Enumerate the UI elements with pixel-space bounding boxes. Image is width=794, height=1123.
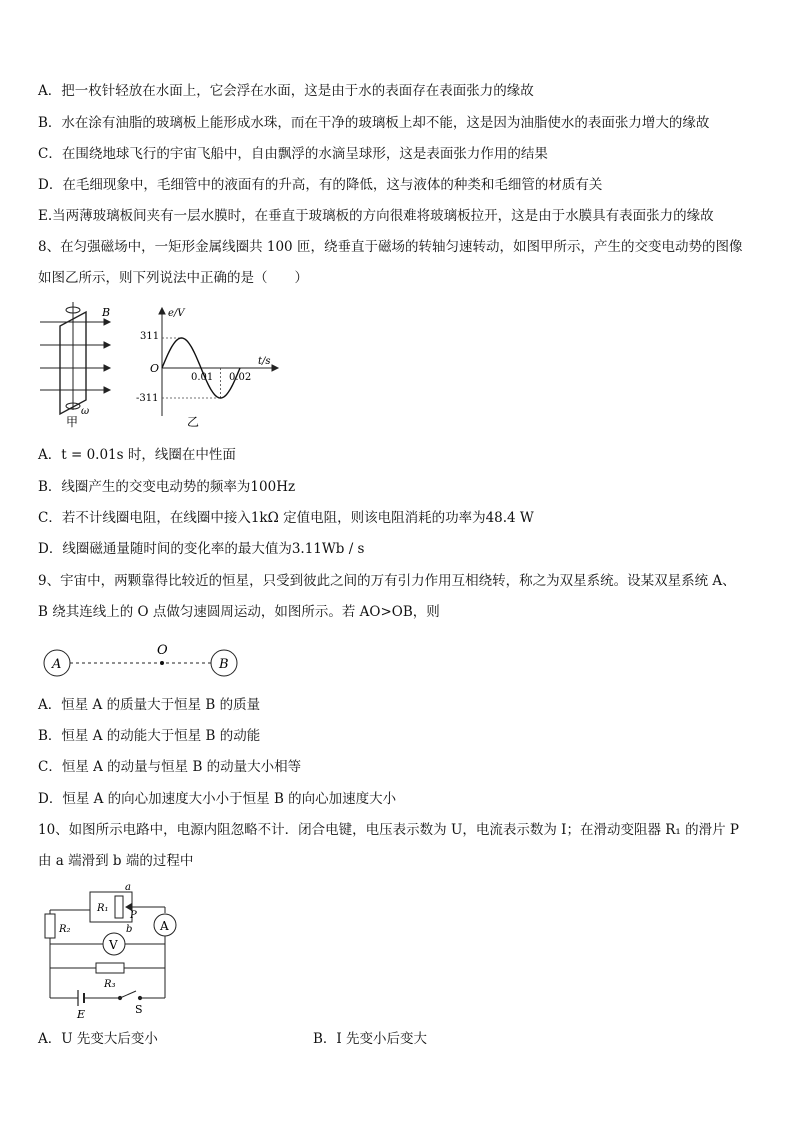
- x-tick-label-002: 0.02: [229, 372, 252, 383]
- x-axis-arrow: [272, 365, 278, 371]
- q9-option-d: D．恒星 A 的向心加速度大小小于恒星 B 的向心加速度大小: [38, 791, 397, 807]
- label-b: b: [126, 924, 133, 935]
- label-e: E: [77, 1008, 86, 1020]
- label-r3: R₃: [104, 979, 116, 990]
- r1-resistor: [115, 896, 123, 918]
- star-b-label: B: [219, 657, 229, 672]
- label-r1: R₁: [97, 903, 109, 914]
- center-o-label: O: [157, 643, 168, 658]
- star-a-label: A: [52, 657, 62, 672]
- q9-option-a: A．恒星 A 的质量大于恒星 B 的质量: [38, 697, 261, 713]
- y-axis-arrow: [159, 308, 165, 314]
- q8-option-c: C．若不计线圈电阻，在线圈中接入1kΩ 定值电阻，则该电阻消耗的功率为48.4 W: [38, 510, 534, 526]
- voltmeter-label: V: [109, 938, 118, 952]
- y-tick-label-neg-311: -311: [136, 393, 159, 404]
- q10-circuit-figure: [40, 880, 190, 1020]
- label-p: P: [130, 910, 137, 921]
- q7-option-d: D．在毛细现象中，毛细管中的液面有的升高，有的降低，这与液体的种类和毛细管的材质有关: [38, 177, 603, 193]
- q7-option-a: A．把一枚针轻放在水面上，它会浮在水面，这是由于水的表面存在表面张力的缘故: [38, 83, 534, 99]
- y-axis-label: e/V: [168, 308, 185, 319]
- r3-resistor: [96, 963, 124, 973]
- q8-figure-jia: [36, 300, 136, 430]
- q8-jia-label-b: B: [102, 306, 111, 319]
- q9-binary-star-figure: [40, 640, 250, 680]
- q10-option-a: A．U 先变大后变小: [38, 1031, 158, 1047]
- origin-label: O: [150, 362, 160, 375]
- x-axis-label: t/s: [258, 356, 271, 367]
- ammeter-label: A: [160, 919, 169, 933]
- q8-figure-yi: [134, 306, 284, 432]
- label-a: a: [125, 882, 131, 893]
- q8-jia-label-omega: ω: [81, 406, 90, 417]
- q7-option-e: E.当两薄玻璃板间夹有一层水膜时，在垂直于玻璃板的方向很难将玻璃板拉开，这是由于水膜具有表面张力的缘故: [38, 208, 714, 224]
- x-tick-label-001: 0.01: [191, 372, 214, 383]
- q9-option-c: C．恒星 A 的动量与恒星 B 的动量大小相等: [38, 759, 302, 775]
- q7-option-b: B．水在涂有油脂的玻璃板上能形成水珠，而在干净的玻璃板上却不能，这是因为油脂使水的表面张力增大的缘故: [38, 115, 710, 131]
- q8-option-d: D．线圈磁通量随时间的变化率的最大值为3.11Wb / s: [38, 541, 365, 557]
- q8-stem-line1: 8、在匀强磁场中，一矩形金属线圈共 100 匝，绕垂直于磁场的转轴匀速转动，如图甲所示，产生的交变电动势的图像: [38, 239, 743, 255]
- center-o-dot: [160, 661, 164, 665]
- y-tick-label-311: 311: [140, 331, 160, 342]
- q9-option-b: B．恒星 A 的动能大于恒星 B 的动能: [38, 728, 261, 744]
- q10-stem-line1: 10、如图所示电路中，电源内阻忽略不计．闭合电键，电压表示数为 U，电流表示数为 I；在滑动变阻器 R₁ 的滑片 P: [38, 822, 740, 838]
- q8-jia-caption: 甲: [66, 415, 79, 429]
- q8-option-b: B．线圈产生的交变电动势的频率为100Hz: [38, 479, 296, 495]
- r2-resistor: [45, 914, 55, 938]
- yi-caption: 乙: [187, 415, 200, 429]
- q10-stem-line2: 由 a 端滑到 b 端的过程中: [38, 853, 194, 869]
- label-r2: R₂: [59, 924, 71, 935]
- q9-stem-line1: 9、宇宙中，两颗靠得比较近的恒星，只受到彼此之间的万有引力作用互相绕转，称之为双星系统。设某双星系统 A、: [38, 573, 736, 589]
- q7-option-c: C．在围绕地球飞行的宇宙飞船中，自由飘浮的水滴呈球形，这是表面张力作用的结果: [38, 146, 548, 162]
- label-s: S: [135, 1003, 143, 1016]
- q10-option-b: B．I 先变小后变大: [313, 1031, 428, 1047]
- q9-stem-line2: B 绕其连线上的 O 点做匀速圆周运动，如图所示。若 AO>OB，则: [38, 604, 440, 620]
- q8-option-a: A．t = 0.01s 时，线圈在中性面: [38, 447, 236, 463]
- q8-stem-line2: 如图乙所示，则下列说法中正确的是（ ）: [38, 270, 308, 286]
